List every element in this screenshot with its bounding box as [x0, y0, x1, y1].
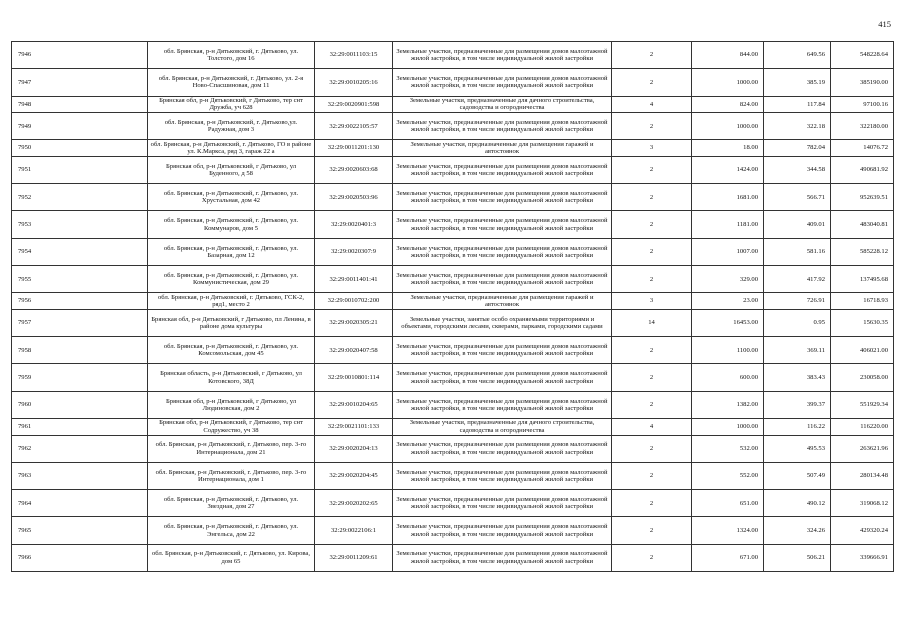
- record-number-cell: 7957: [12, 309, 148, 336]
- permitted-use-cell: Земельные участки, предназначенные для размещения домов малоэтажной жилой застройки, в том числе индивидуальной жилой застройки: [393, 337, 612, 364]
- table-row: [12, 364, 894, 391]
- cadastral-number-cell: 32:29:0020901:598: [315, 96, 393, 113]
- area-cell: 844.00: [692, 42, 764, 69]
- cadastral-value-cell: 319068.12: [831, 490, 894, 517]
- record-number-cell: 7946: [12, 42, 148, 69]
- area-cell: 16453.00: [692, 309, 764, 336]
- record-number-cell: 7954: [12, 238, 148, 265]
- specific-value-cell: 409.01: [764, 211, 831, 238]
- permitted-use-cell: Земельные участки, предназначенные для размещения домов малоэтажной жилой застройки, в том числе индивидуальной жилой застройки: [393, 113, 612, 140]
- specific-value-cell: 116.22: [764, 419, 831, 436]
- address-cell: обл. Брянская, р-н Дятьковский, г. Дятьково, пер. 3-го Интернационала, дом 21: [148, 435, 315, 462]
- record-number-cell: 7961: [12, 419, 148, 436]
- cadastral-value-cell: 16718.93: [831, 293, 894, 310]
- record-number-cell: 7951: [12, 156, 148, 183]
- use-group-cell: 2: [612, 113, 692, 140]
- area-cell: 1324.00: [692, 517, 764, 544]
- specific-value-cell: 581.16: [764, 238, 831, 265]
- permitted-use-cell: Земельные участки, предназначенные для размещения домов малоэтажной жилой застройки, в том числе индивидуальной жилой застройки: [393, 211, 612, 238]
- permitted-use-cell: Земельные участки, предназначенные для размещения домов малоэтажной жилой застройки, в том числе индивидуальной жилой застройки: [393, 184, 612, 211]
- record-number-cell: 7956: [12, 293, 148, 310]
- table-row: [12, 462, 894, 489]
- cadastral-value-cell: 385190.00: [831, 69, 894, 96]
- permitted-use-cell: Земельные участки, предназначенные для размещения гаражей и автостоянок: [393, 140, 612, 157]
- table-row: [12, 184, 894, 211]
- cadastral-number-cell: 32:29:0011401:41: [315, 266, 393, 293]
- use-group-cell: 2: [612, 544, 692, 571]
- specific-value-cell: 566.71: [764, 184, 831, 211]
- specific-value-cell: 0.95: [764, 309, 831, 336]
- cadastral-number-cell: 32:29:0011209:61: [315, 544, 393, 571]
- use-group-cell: 2: [612, 337, 692, 364]
- specific-value-cell: 649.56: [764, 42, 831, 69]
- record-number-cell: 7949: [12, 113, 148, 140]
- table-row: [12, 309, 894, 336]
- specific-value-cell: 495.53: [764, 435, 831, 462]
- cadastral-number-cell: 32:29:0020307:9: [315, 238, 393, 265]
- address-cell: Брянская обл, р-н Дятьковский, г Дятьково, пл Ленина, в районе дома культуры: [148, 309, 315, 336]
- specific-value-cell: 369.11: [764, 337, 831, 364]
- area-cell: 1424.00: [692, 156, 764, 183]
- address-cell: обл. Брянская, р-н Дятьковский, г. Дятьково, ул. Звездная, дом 27: [148, 490, 315, 517]
- address-cell: обл. Брянская, р-н Дятьковский, г. Дятьково,ул. Радужная, дом 3: [148, 113, 315, 140]
- specific-value-cell: 726.91: [764, 293, 831, 310]
- table-row: [12, 435, 894, 462]
- permitted-use-cell: Земельные участки, предназначенные для размещения домов малоэтажной жилой застройки, в том числе индивидуальной жилой застройки: [393, 156, 612, 183]
- cadastral-number-cell: 32:29:0020305:21: [315, 309, 393, 336]
- area-cell: 651.00: [692, 490, 764, 517]
- record-number-cell: 7965: [12, 517, 148, 544]
- cadastral-value-cell: 952639.51: [831, 184, 894, 211]
- area-cell: 1382.00: [692, 391, 764, 418]
- cadastral-number-cell: 32:29:0020503:96: [315, 184, 393, 211]
- area-cell: 1000.00: [692, 113, 764, 140]
- use-group-cell: 2: [612, 391, 692, 418]
- area-cell: 329.00: [692, 266, 764, 293]
- area-cell: 23.00: [692, 293, 764, 310]
- record-number-cell: 7955: [12, 266, 148, 293]
- cadastral-value-table: [11, 41, 894, 572]
- cadastral-value-cell: 585228.12: [831, 238, 894, 265]
- use-group-cell: 2: [612, 266, 692, 293]
- record-number-cell: 7960: [12, 391, 148, 418]
- permitted-use-cell: Земельные участки, предназначенные для размещения домов малоэтажной жилой застройки, в том числе индивидуальной жилой застройки: [393, 462, 612, 489]
- table-row: [12, 69, 894, 96]
- table-row: [12, 391, 894, 418]
- record-number-cell: 7958: [12, 337, 148, 364]
- address-cell: обл. Брянская, р-н Дятьковский, г. Дятьково, ул. Коммунистическая, дом 29: [148, 266, 315, 293]
- specific-value-cell: 399.37: [764, 391, 831, 418]
- specific-value-cell: 324.26: [764, 517, 831, 544]
- address-cell: Брянская обл, р-н Дятьковский, г Дятьково, ул Буденного, д 58: [148, 156, 315, 183]
- area-cell: 671.00: [692, 544, 764, 571]
- cadastral-number-cell: 32:29:0010205:16: [315, 69, 393, 96]
- permitted-use-cell: Земельные участки, предназначенные для размещения домов малоэтажной жилой застройки, в том числе индивидуальной жилой застройки: [393, 435, 612, 462]
- cadastral-value-cell: 97100.16: [831, 96, 894, 113]
- cadastral-value-cell: 406021.00: [831, 337, 894, 364]
- record-number-cell: 7963: [12, 462, 148, 489]
- address-cell: обл. Брянская, р-н Дятьковский, г. Дятьково, ул. Комсомольская, дом 45: [148, 337, 315, 364]
- address-cell: Брянская обл, р-н Дятьковский, г Дятьково, тер снт Содружество, уч 38: [148, 419, 315, 436]
- specific-value-cell: 490.12: [764, 490, 831, 517]
- specific-value-cell: 507.49: [764, 462, 831, 489]
- cadastral-value-cell: 322180.00: [831, 113, 894, 140]
- address-cell: обл. Брянская, р-н Дятьковский, г. Дятьково, ул. Энгельса, дом 22: [148, 517, 315, 544]
- use-group-cell: 2: [612, 42, 692, 69]
- permitted-use-cell: Земельные участки, предназначенные для размещения гаражей и автостоянок: [393, 293, 612, 310]
- area-cell: 600.00: [692, 364, 764, 391]
- cadastral-number-cell: 32:29:0020603:68: [315, 156, 393, 183]
- address-cell: обл. Брянская, р-н Дятьковский, г. Дятьково, ул. Толстого, дом 16: [148, 42, 315, 69]
- permitted-use-cell: Земельные участки, предназначенные для дачного строительства, садоводства и огородничества: [393, 96, 612, 113]
- area-cell: 532.00: [692, 435, 764, 462]
- cadastral-value-cell: 230058.00: [831, 364, 894, 391]
- specific-value-cell: 322.18: [764, 113, 831, 140]
- table-row: [12, 238, 894, 265]
- cadastral-value-cell: 548228.64: [831, 42, 894, 69]
- permitted-use-cell: Земельные участки, предназначенные для размещения домов малоэтажной жилой застройки, в том числе индивидуальной жилой застройки: [393, 391, 612, 418]
- area-cell: 1181.00: [692, 211, 764, 238]
- table-row: [12, 140, 894, 157]
- use-group-cell: 2: [612, 462, 692, 489]
- specific-value-cell: 782.04: [764, 140, 831, 157]
- cadastral-number-cell: 32:29:0020202:65: [315, 490, 393, 517]
- record-number-cell: 7952: [12, 184, 148, 211]
- table-row: [12, 490, 894, 517]
- use-group-cell: 2: [612, 156, 692, 183]
- cadastral-number-cell: 32:29:0010702:200: [315, 293, 393, 310]
- specific-value-cell: 385.19: [764, 69, 831, 96]
- use-group-cell: 3: [612, 293, 692, 310]
- permitted-use-cell: Земельные участки, занятые особо охраняемыми территориями и объектами, городскими лесами, скверами, парками, городскими садами: [393, 309, 612, 336]
- table-row: [12, 113, 894, 140]
- cadastral-number-cell: 32:29:0011201:130: [315, 140, 393, 157]
- record-number-cell: 7966: [12, 544, 148, 571]
- cadastral-number-cell: 32:29:0022106:1: [315, 517, 393, 544]
- permitted-use-cell: Земельные участки, предназначенные для размещения домов малоэтажной жилой застройки, в том числе индивидуальной жилой застройки: [393, 69, 612, 96]
- table-body: [12, 42, 894, 572]
- cadastral-value-cell: 263621.96: [831, 435, 894, 462]
- cadastral-value-cell: 490681.92: [831, 156, 894, 183]
- permitted-use-cell: Земельные участки, предназначенные для размещения домов малоэтажной жилой застройки, в том числе индивидуальной жилой застройки: [393, 266, 612, 293]
- record-number-cell: 7964: [12, 490, 148, 517]
- permitted-use-cell: Земельные участки, предназначенные для дачного строительства, садоводства и огородничества: [393, 419, 612, 436]
- address-cell: обл. Брянская, р-н Дятьковский, г. Дятьково, ул. 2-я Ново-Спасшиновая, дом 11: [148, 69, 315, 96]
- record-number-cell: 7947: [12, 69, 148, 96]
- record-number-cell: 7962: [12, 435, 148, 462]
- permitted-use-cell: Земельные участки, предназначенные для размещения домов малоэтажной жилой застройки, в том числе индивидуальной жилой застройки: [393, 517, 612, 544]
- record-number-cell: 7948: [12, 96, 148, 113]
- specific-value-cell: 383.43: [764, 364, 831, 391]
- table-row: [12, 266, 894, 293]
- cadastral-value-cell: 551929.34: [831, 391, 894, 418]
- address-cell: обл. Брянская, р-н Дятьковский, г. Дятьково, ГО в районе ул. К.Маркса, ряд 3, гараж 22 а: [148, 140, 315, 157]
- area-cell: 1100.00: [692, 337, 764, 364]
- address-cell: Брянская область, р-н Дятьковский, г Дятьково, ул Котовского, 38Д: [148, 364, 315, 391]
- permitted-use-cell: Земельные участки, предназначенные для размещения домов малоэтажной жилой застройки, в том числе индивидуальной жилой застройки: [393, 544, 612, 571]
- table-row: [12, 96, 894, 113]
- use-group-cell: 2: [612, 238, 692, 265]
- cadastral-value-cell: 429320.24: [831, 517, 894, 544]
- table-row: [12, 156, 894, 183]
- use-group-cell: 2: [612, 211, 692, 238]
- address-cell: обл. Брянская, р-н Дятьковский, г. Дятьково, ул. Хрустальная, дом 42: [148, 184, 315, 211]
- address-cell: обл. Брянская, р-н Дятьковский, г. Дятьково, ул. Коммунаров, дом 5: [148, 211, 315, 238]
- cadastral-value-cell: 15630.35: [831, 309, 894, 336]
- use-group-cell: 2: [612, 364, 692, 391]
- address-cell: обл. Брянская, р-н Дятьковский, г. Дятьково, ул. Базарная, дом 12: [148, 238, 315, 265]
- cadastral-number-cell: 32:29:0020401:3: [315, 211, 393, 238]
- table-row: [12, 337, 894, 364]
- area-cell: 1007.00: [692, 238, 764, 265]
- cadastral-number-cell: 32:29:0020204:13: [315, 435, 393, 462]
- area-cell: 1000.00: [692, 69, 764, 96]
- address-cell: обл. Брянская, р-н Дятьковский, г. Дятьково, ул. Кирова, дом 65: [148, 544, 315, 571]
- use-group-cell: 14: [612, 309, 692, 336]
- table-row: [12, 419, 894, 436]
- address-cell: обл. Брянская, р-н Дятьковский, г. Дятьково, пер. 3-го Интернационала, дом 1: [148, 462, 315, 489]
- permitted-use-cell: Земельные участки, предназначенные для размещения домов малоэтажной жилой застройки, в том числе индивидуальной жилой застройки: [393, 42, 612, 69]
- use-group-cell: 4: [612, 96, 692, 113]
- use-group-cell: 4: [612, 419, 692, 436]
- cadastral-number-cell: 32:29:0020204:45: [315, 462, 393, 489]
- cadastral-value-cell: 116220.00: [831, 419, 894, 436]
- cadastral-value-cell: 14076.72: [831, 140, 894, 157]
- address-cell: обл. Брянская, р-н Дятьковский, г. Дятьково, ГСК-2, ряд1, место 2: [148, 293, 315, 310]
- cadastral-number-cell: 32:29:0020407:58: [315, 337, 393, 364]
- record-number-cell: 7950: [12, 140, 148, 157]
- area-cell: 1681.00: [692, 184, 764, 211]
- area-cell: 552.00: [692, 462, 764, 489]
- permitted-use-cell: Земельные участки, предназначенные для размещения домов малоэтажной жилой застройки, в том числе индивидуальной жилой застройки: [393, 364, 612, 391]
- cadastral-value-cell: 280134.48: [831, 462, 894, 489]
- page-number: 415: [878, 19, 891, 29]
- cadastral-number-cell: 32:29:0011103:15: [315, 42, 393, 69]
- address-cell: Брянская обл, р-н Дятьковский, г Дятьково, ул Людиновская, дом 2: [148, 391, 315, 418]
- specific-value-cell: 417.92: [764, 266, 831, 293]
- permitted-use-cell: Земельные участки, предназначенные для размещения домов малоэтажной жилой застройки, в том числе индивидуальной жилой застройки: [393, 490, 612, 517]
- table-row: [12, 42, 894, 69]
- cadastral-value-cell: 137495.68: [831, 266, 894, 293]
- permitted-use-cell: Земельные участки, предназначенные для размещения домов малоэтажной жилой застройки, в том числе индивидуальной жилой застройки: [393, 238, 612, 265]
- cadastral-number-cell: 32:29:0022105:57: [315, 113, 393, 140]
- cadastral-number-cell: 32:29:0021101:133: [315, 419, 393, 436]
- area-cell: 1000.00: [692, 419, 764, 436]
- record-number-cell: 7959: [12, 364, 148, 391]
- use-group-cell: 3: [612, 140, 692, 157]
- table-row: [12, 211, 894, 238]
- specific-value-cell: 344.58: [764, 156, 831, 183]
- record-number-cell: 7953: [12, 211, 148, 238]
- specific-value-cell: 506.21: [764, 544, 831, 571]
- table-row: [12, 544, 894, 571]
- area-cell: 18.00: [692, 140, 764, 157]
- table-row: [12, 517, 894, 544]
- table-row: [12, 293, 894, 310]
- cadastral-value-cell: 483040.81: [831, 211, 894, 238]
- area-cell: 824.00: [692, 96, 764, 113]
- address-cell: Брянская обл, р-н Дятьковский, г Дятьково, тер снт Дружба, уч 628: [148, 96, 315, 113]
- specific-value-cell: 117.84: [764, 96, 831, 113]
- use-group-cell: 2: [612, 517, 692, 544]
- use-group-cell: 2: [612, 435, 692, 462]
- use-group-cell: 2: [612, 69, 692, 96]
- cadastral-number-cell: 32:29:0010204:65: [315, 391, 393, 418]
- cadastral-value-cell: 339666.91: [831, 544, 894, 571]
- cadastral-number-cell: 32:29:0010801:114: [315, 364, 393, 391]
- use-group-cell: 2: [612, 184, 692, 211]
- use-group-cell: 2: [612, 490, 692, 517]
